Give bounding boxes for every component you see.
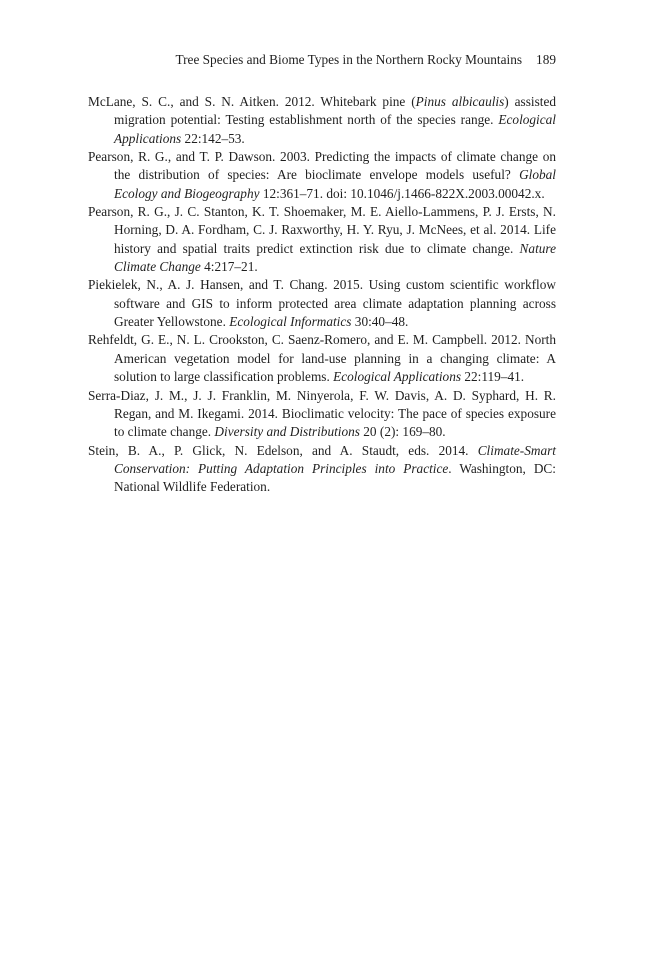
- reference-text: 12:361–71. doi: 10.1046/j.1466-822X.2003.00042.x.: [259, 185, 545, 201]
- running-title: Tree Species and Biome Types in the Northern Rocky Mountains: [175, 52, 523, 67]
- reference-text: 4:217–21.: [200, 259, 258, 275]
- reference-text: Stein, B. A., P. Glick, N. Edelson, and A. Staudt, eds. 2014.: [88, 442, 478, 458]
- reference-journal: Global Ecology and Biogeography: [114, 167, 556, 201]
- reference-list: [88, 93, 556, 497]
- reference-entry: [88, 387, 556, 442]
- reference-text: 30:40–48.: [351, 314, 409, 330]
- reference-text: McLane, S. C., and S. N. Aitken. 2012. Whitebark pine (: [88, 94, 416, 109]
- reference-entry: [88, 203, 556, 276]
- reference-journal: Ecological Applications: [114, 112, 556, 146]
- reference-text: 22:119–41.: [461, 369, 525, 385]
- reference-text: Piekielek, N., A. J. Hansen, and T. Chang. 2015. Using custom scientific workflow software and GIS to inform protected area climate adaptation planning across Greater Yellowstone.: [88, 277, 556, 330]
- reference-text: 20 (2): 169–80.: [359, 424, 446, 440]
- reference-text: 22:142–53.: [181, 130, 245, 146]
- reference-text: Pearson, R. G., J. C. Stanton, K. T. Shoemaker, M. E. Aiello-Lammens, P. J. Ersts, N. Horning, D. A. Fordham, C. J. Raxworthy, H. Y. Ryu, J. McNees, et al. 2014. Life history and spatial traits predict extinction risk due to climate change.: [88, 204, 556, 256]
- reference-entry: [88, 93, 556, 148]
- reference-text: . Washington, DC: National Wildlife Federation.: [114, 460, 556, 495]
- reference-text: Serra-Diaz, J. M., J. J. Franklin, M. Ninyerola, F. W. Davis, A. D. Syphard, H. R. Regan, and M. Ikegami. 2014. Bioclimatic velocity: The pace of species exposure to climate change.: [88, 387, 556, 440]
- reference-text: Pearson, R. G., and T. P. Dawson. 2003. Predicting the impacts of climate change on the distribution of species: Are bioclimate envelope models useful?: [88, 149, 556, 183]
- reference-journal: Ecological Applications: [333, 369, 462, 385]
- reference-book-title: Climate-Smart Conservation: Putting Adaptation Principles into Practice: [114, 442, 556, 476]
- running-head: [88, 50, 556, 70]
- reference-entry: [88, 148, 556, 203]
- reference-italic: Pinus albicaulis: [415, 94, 505, 109]
- reference-entry: [88, 331, 556, 386]
- reference-journal: Ecological Informatics: [229, 314, 352, 330]
- reference-entry: [88, 442, 556, 497]
- reference-entry: [88, 276, 556, 331]
- reference-text: Rehfeldt, G. E., N. L. Crookston, C. Saenz-Romero, and E. M. Campbell. 2012. North American vegetation model for land-use planning in a changing climate: A solution to large classification problems.: [88, 332, 556, 385]
- reference-text: ) assisted migration potential: Testing establishment north of the species range.: [114, 94, 556, 128]
- page-number: 189: [536, 52, 556, 67]
- reference-journal: Diversity and Distributions: [214, 424, 360, 440]
- reference-journal: Nature Climate Change: [114, 240, 556, 275]
